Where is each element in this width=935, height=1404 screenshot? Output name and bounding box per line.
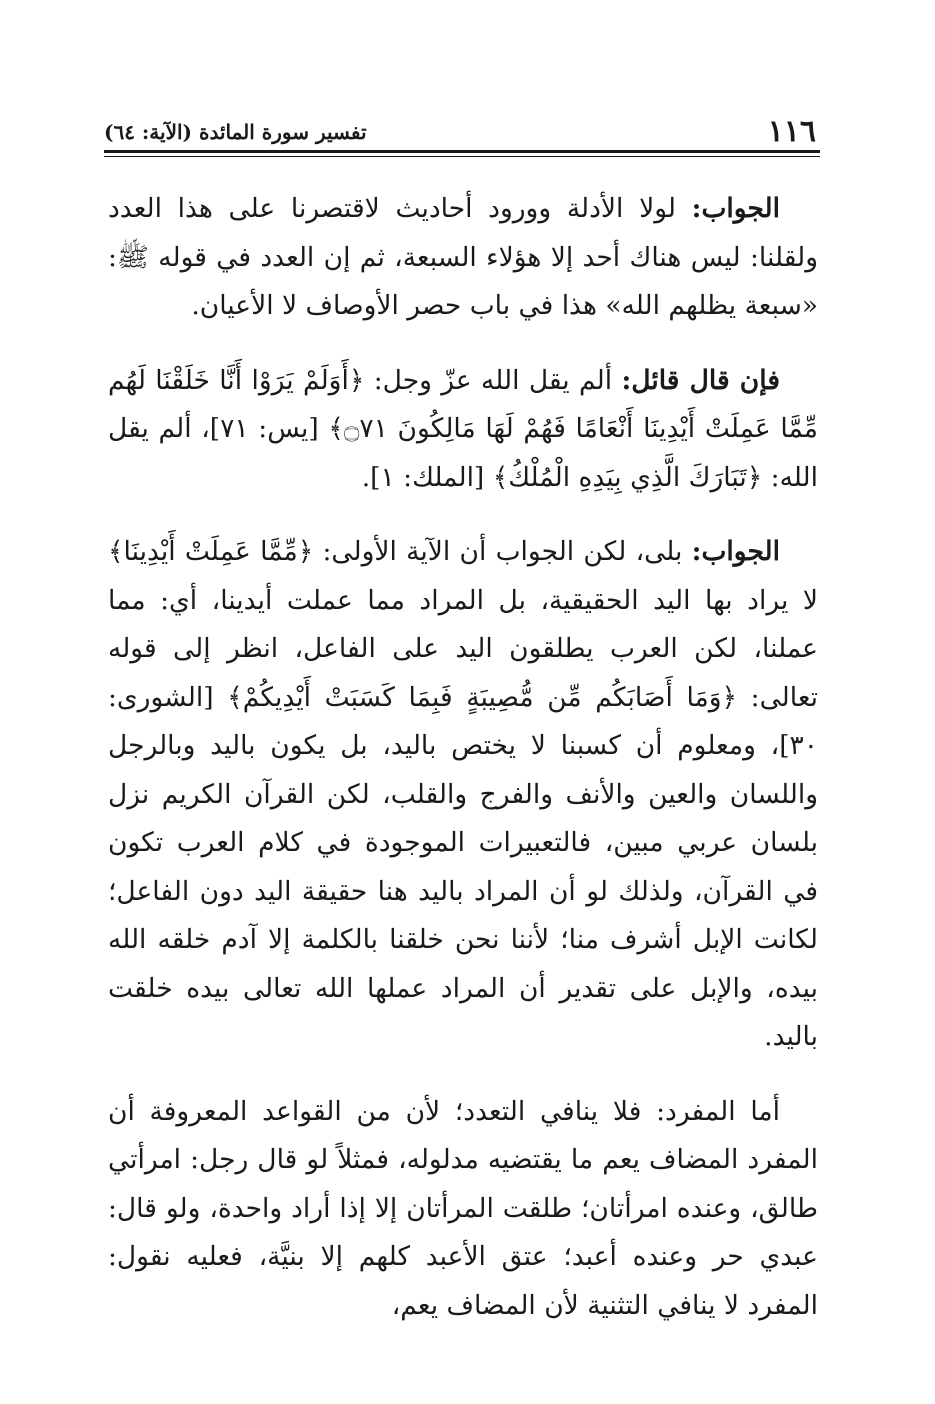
header-rule-thin (104, 156, 820, 157)
paragraph-singular (108, 1088, 818, 1331)
paragraph-text: بلى، لكن الجواب أن الآية الأولى: ﴿مِّمَّا عَمِلَتْ أَيْدِينَا﴾ لا يراد بها اليد الحقيقية، بل المراد مما عملت أيدينا، أي: مما عملنا، لكن العرب يطلقون اليد على الفاعل، انظر إلى قوله تعالى: ﴿وَمَا أَصَابَكُم مِّن مُّصِيبَةٍ فَبِمَا كَسَبَتْ أَيْدِيكُمْ﴾ [الشورى: ٣٠]، ومعلوم أن كسبنا لا يختص باليد، بل يكون باليد وبالرجل واللسان والعين والأنف والفرج والقلب، لكن القرآن الكريم نزل بلسان عربي مبين، فالتعبيرات الموجودة في كلام العرب تكون في القرآن، ولذلك لو أن المراد باليد هنا حقيقة اليد دون الفاعل؛ لكانت الإبل أشرف منا؛ لأننا نحن خلقنا بالكلمة إلا آدم خلقه الله بيده، والإبل على تقدير أن المراد عملها الله تعالى بيده خلقت باليد. (108, 536, 818, 1052)
paragraph-gap (108, 1062, 818, 1088)
paragraph-lead: الجواب: (691, 536, 780, 567)
paragraph-text: لولا الأدلة وورود أحاديث لاقتصرنا على هذا العدد ولقلنا: ليس هناك أحد إلا هؤلاء السبعة، ثم إن العدد في قوله ﷺ: «سبعة يظلهم الله» هذا في باب حصر الأوصاف لا الأعيان. (108, 193, 818, 321)
page-body (108, 185, 818, 1330)
paragraph-answer-2 (108, 528, 818, 1062)
page-number: ١١٦ (767, 114, 816, 149)
paragraph-gap (108, 502, 818, 528)
paragraph-text: أما المفرد: فلا ينافي التعدد؛ لأن من القواعد المعروفة أن المفرد المضاف يعم ما يقتضيه مدلوله، فمثلاً لو قال رجل: امرأتي طالق، وعنده امرأتان؛ طلقت المرأتان إلا إذا أراد واحدة، ولو قال: عبدي حر وعنده أعبد؛ عتق الأعبد كلهم إلا بنيَّة، فعليه نقول: المفرد لا ينافي التثنية لأن المضاف يعم، (108, 1095, 818, 1321)
paragraph-answer-1 (108, 185, 818, 331)
running-title: تفسير سورة المائدة (الآية: ٦٤) (104, 120, 367, 144)
paragraph-question (108, 357, 818, 503)
paragraph-lead: فإن قال قائل: (621, 364, 780, 396)
page-header (104, 112, 820, 152)
paragraph-gap (108, 331, 818, 357)
paragraph-text: ألم يقل الله عزّ وجل: ﴿أَوَلَمْ يَرَوْا أَنَّا خَلَقْنَا لَهُم مِّمَّا عَمِلَتْ أَيْدِينَا أَنْعَامًا فَهُمْ لَهَا مَالِكُونَ ۝٧١﴾ [يس: ٧١]، ألم يقل الله: ﴿تَبَارَكَ الَّذِي بِيَدِهِ الْمُلْكُ﴾ [الملك: ١]. (108, 364, 818, 493)
paragraph-lead: الجواب: (691, 193, 780, 224)
header-rule-thick (104, 150, 820, 153)
